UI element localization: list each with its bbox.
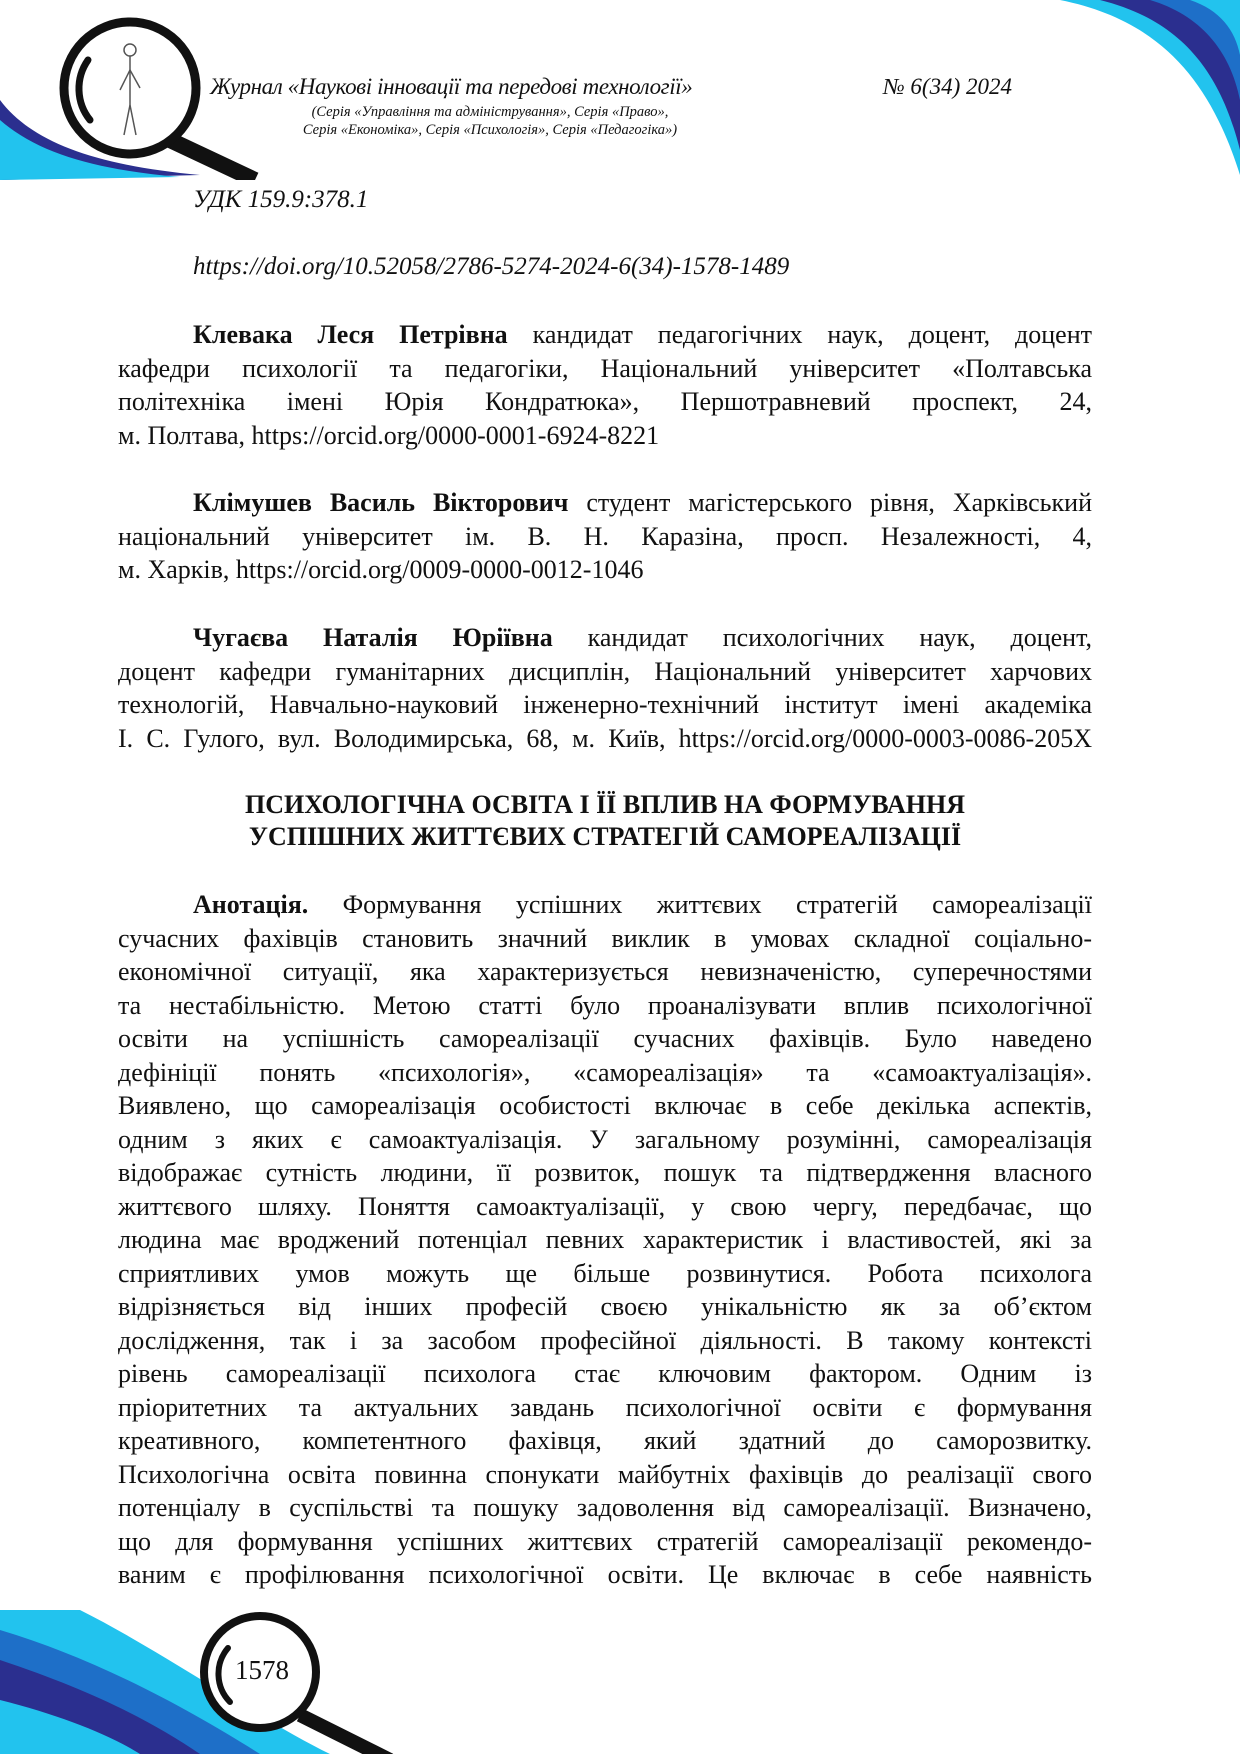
abstract-line: Виявлено, що самореалізація особистості включає в себе декілька аспектів, [118,1091,1092,1120]
author-info: політехніка імені Юрія Кондратюка», Першотравневий проспект, 24, [118,387,1092,416]
abstract-label: Анотація. [193,890,309,919]
page-number-magnifier-icon [190,1610,410,1754]
abstract-line: дефініції понять «психологія», «самореалізація» та «самоактуалізація». [118,1057,1092,1087]
author-info: студент магістерського рівня, Харківський [568,488,1092,517]
article-title-line-1: ПСИХОЛОГІЧНА ОСВІТА І ЇЇ ВПЛИВ НА ФОРМУВАННЯ [245,790,965,819]
abstract-line: ваним є профілювання психологічної освіти. Це включає в себе наявність [118,1560,1092,1589]
abstract-line: та нестабільністю. Метою статті було проаналізувати вплив психологічної [118,990,1092,1020]
abstract-line: що для формування успішних життєвих стратегій самореалізації рекомендо- [118,1526,1092,1556]
author-1 [118,318,1092,452]
abstract-line: людина має вроджений потенціал певних характеристик і властивостей, які за [118,1225,1092,1254]
author-info: кандидат психологічних наук, доцент, [552,623,1092,652]
series-line-1: (Серія «Управління та адміністрування», Серія «Право», [311,104,669,120]
abstract-line: креативного, компетентного фахівця, який здатний до саморозвитку. [118,1426,1092,1455]
author-info: національний університет ім. В. Н. Каразіна, просп. Незалежності, 4, [118,521,1092,551]
abstract-line: Психологічна освіта повинна спонукати майбутніх фахівців до реалізації свого [118,1459,1092,1489]
article-title-line-2: УСПІШНИХ ЖИТТЄВИХ СТРАТЕГІЙ САМОРЕАЛІЗАЦІЇ [248,822,962,851]
author-info: доцент кафедри гуманітарних дисциплін, Національний університет харчових [118,656,1092,686]
author-info: кандидат педагогічних наук, доцент, доцент [507,320,1092,349]
issue-number: № 6(34) 2024 [883,74,1013,99]
author-info: кафедри психології та педагогіки, Національний університет «Полтавська [118,353,1092,383]
abstract-line: життєвого шляху. Поняття самоактуалізації, у свою чергу, передбачає, що [118,1191,1092,1221]
series-line-2: Серія «Економіка», Серія «Психологія», Серія «Педагогіка») [302,122,678,138]
author-info: м. Харків, https://orcid.org/0009-0000-0012-1046 [118,555,644,584]
author-name: Чугаєва Наталія Юріївна [193,623,553,652]
header-wave-decoration [1040,0,1240,180]
abstract-line: економічної ситуації, яка характеризується невизначеністю, суперечностями [118,957,1092,986]
journal-title: Журнал «Наукові інновації та передові технології» [210,74,693,99]
abstract-line: відображає сутність людини, її розвиток, пошук та підтвердження власного [118,1158,1092,1187]
abstract [118,888,1092,1592]
author-info: І. С. Гулого, вул. Володимирська, 68, м. Київ, https://orcid.org/0000-0003-0086-205X [118,723,1092,753]
abstract-line: дослідження, так і за засобом професійної діяльності. В такому контексті [118,1325,1092,1355]
abstract-line: сучасних фахівців становить значний виклик в умовах складної соціально- [118,923,1092,953]
abstract-line: пріоритетних та актуальних завдань психологічної освіти є формування [118,1392,1092,1422]
author-info: м. Полтава, https://orcid.org/0000-0001-6924-8221 [118,420,660,450]
abstract-line: потенціалу в суспільстві та пошуку задоволення від самореалізації. Визначено, [118,1493,1092,1522]
abstract-line: сприятливих умов можуть ще більше розвинутися. Робота психолога [118,1258,1092,1288]
author-name: Клевака Леся Петрівна [193,320,508,349]
abstract-line: Формування успішних життєвих стратегій самореалізації [308,890,1092,919]
doi-link[interactable]: https://doi.org/10.52058/2786-5274-2024-6(34)-1578-1489 [193,253,790,280]
abstract-line: відрізняється від інших професій своєю унікальністю як за об’єктом [118,1292,1092,1321]
page-number: 1578 [235,1655,289,1685]
abstract-line: освіти на успішність самореалізації сучасних фахівців. Було наведено [118,1024,1092,1053]
author-name: Клімушев Василь Вікторович [193,488,569,517]
author-info: технологій, Навчально-науковий інженерно-технічний інститут імені академіка [118,690,1092,719]
abstract-line: рівень самореалізації психолога стає ключовим фактором. Одним із [118,1359,1092,1388]
udk-code: УДК 159.9:378.1 [193,186,369,213]
article-title [118,789,1092,853]
abstract-line: одним з яких є самоактуалізація. У загальному розумінні, самореалізація [118,1124,1092,1154]
author-2 [118,486,1092,587]
author-3 [118,621,1092,755]
